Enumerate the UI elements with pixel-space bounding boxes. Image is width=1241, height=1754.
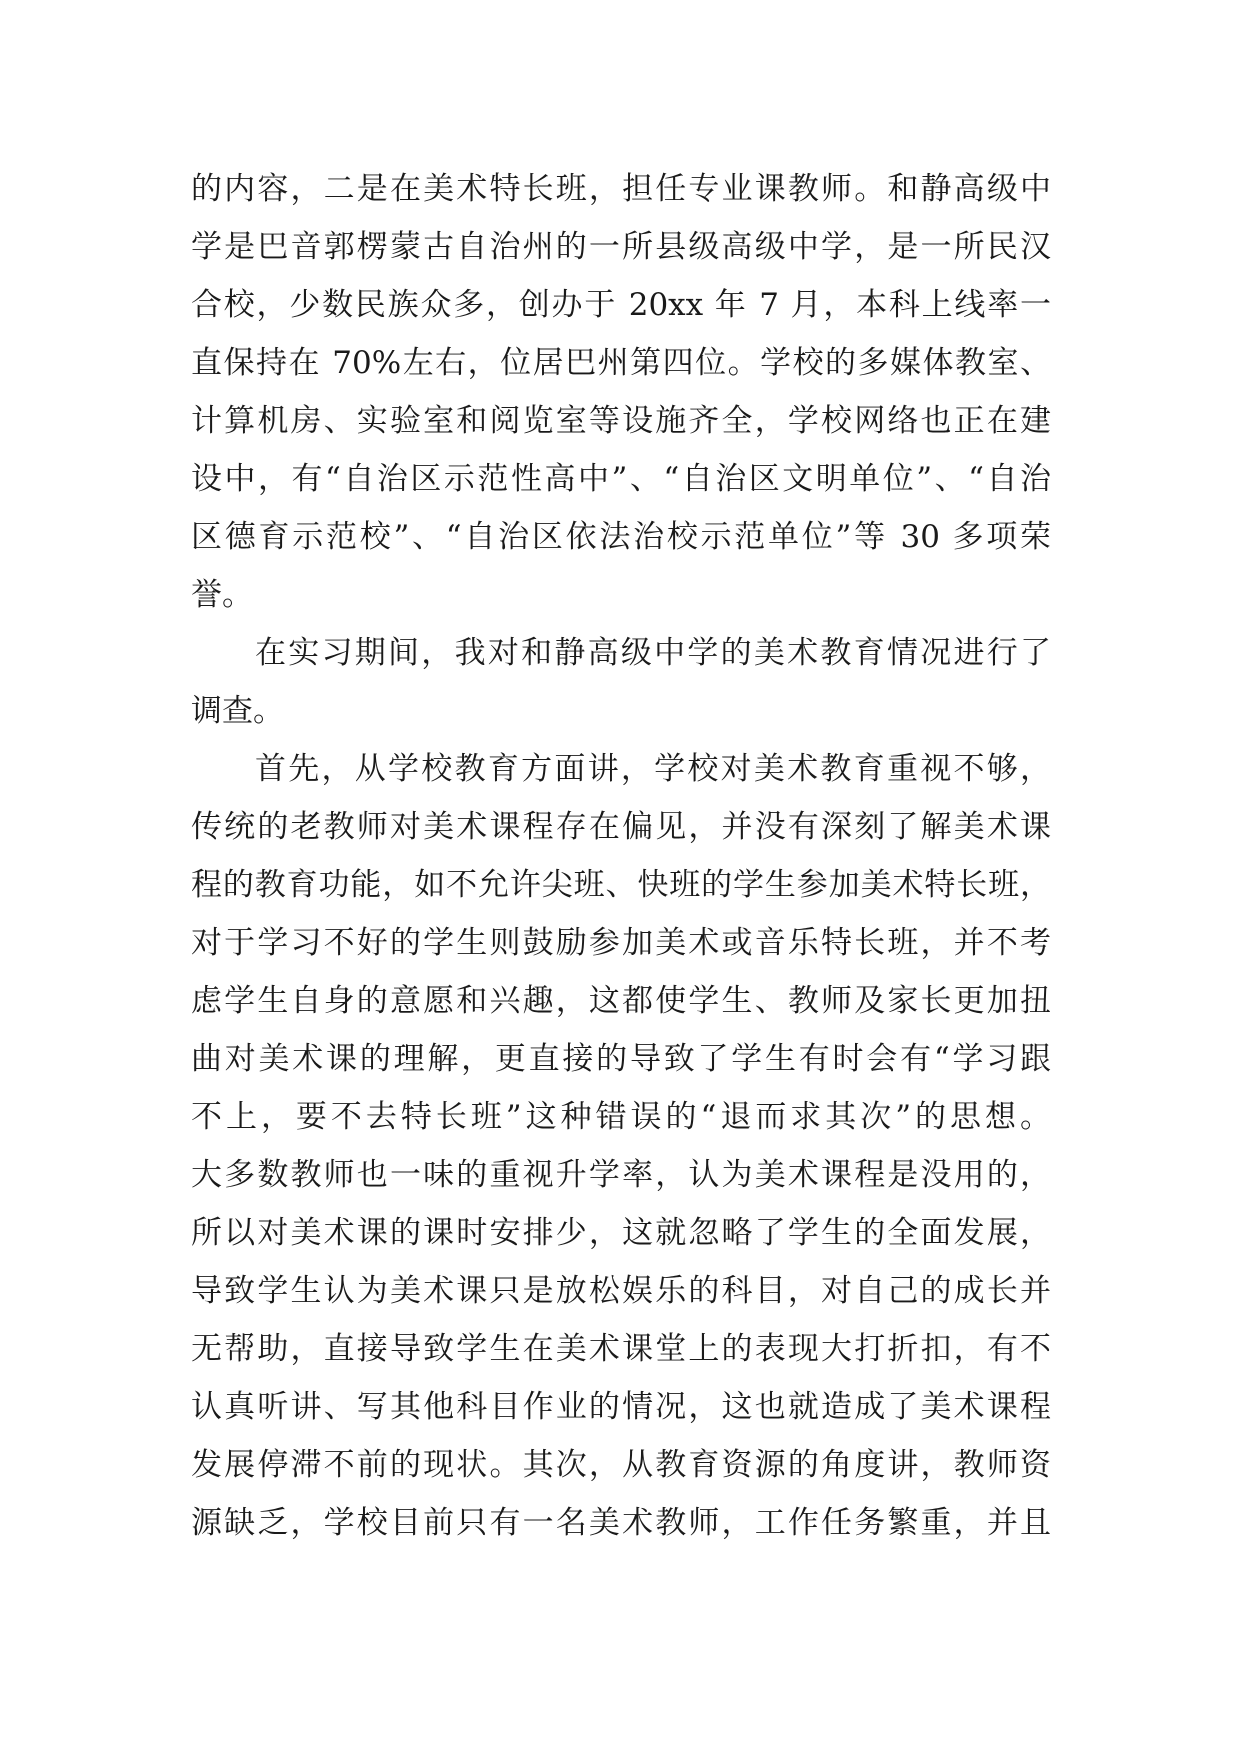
text-line: 导致学生认为美术课只是放松娱乐的科目，对自己的成长并 xyxy=(191,1273,1051,1309)
text-line: 虑学生自身的意愿和兴趣，这都使学生、教师及家长更加扭 xyxy=(191,983,1051,1019)
text-line: 学是巴音郭楞蒙古自治州的一所县级高级中学，是一所民汉 xyxy=(191,229,1051,265)
text-line: 调查。 xyxy=(191,693,284,729)
text-line: 认真听讲、写其他科目作业的情况，这也就造成了美术课程 xyxy=(191,1389,1051,1425)
text-line: 首先，从学校教育方面讲，学校对美术教育重视不够， xyxy=(255,751,1051,787)
text-line: 对于学习不好的学生则鼓励参加美术或音乐特长班，并不考 xyxy=(191,925,1051,961)
text-line: 程的教育功能，如不允许尖班、快班的学生参加美术特长班， xyxy=(191,867,1051,903)
body-text xyxy=(191,160,1051,1552)
text-line: 直保持在 70%左右，位居巴州第四位。学校的多媒体教室、 xyxy=(191,345,1051,381)
text-line: 区德育示范校”、“自治区依法治校示范单位”等 30 多项荣 xyxy=(191,519,1051,555)
text-line: 曲对美术课的理解，更直接的导致了学生有时会有“学习跟 xyxy=(191,1041,1051,1077)
text-line: 无帮助，直接导致学生在美术课堂上的表现大打折扣，有不 xyxy=(191,1331,1051,1367)
text-line: 设中，有“自治区示范性高中”、“自治区文明单位”、“自治 xyxy=(191,461,1051,497)
text-line: 在实习期间，我对和静高级中学的美术教育情况进行了 xyxy=(255,635,1051,671)
text-line: 源缺乏，学校目前只有一名美术教师，工作任务繁重，并且 xyxy=(191,1505,1051,1541)
text-line: 合校，少数民族众多，创办于 20xx 年 7 月，本科上线率一 xyxy=(191,287,1051,323)
text-line: 计算机房、实验室和阅览室等设施齐全，学校网络也正在建 xyxy=(191,403,1051,439)
text-line: 誉。 xyxy=(191,577,253,613)
text-line: 所以对美术课的课时安排少，这就忽略了学生的全面发展， xyxy=(191,1215,1051,1251)
text-line: 大多数教师也一味的重视升学率，认为美术课程是没用的， xyxy=(191,1157,1051,1193)
text-line: 的内容，二是在美术特长班，担任专业课教师。和静高级中 xyxy=(191,171,1051,207)
text-line: 传统的老教师对美术课程存在偏见，并没有深刻了解美术课 xyxy=(191,809,1051,845)
text-line: 发展停滞不前的现状。其次，从教育资源的角度讲，教师资 xyxy=(191,1447,1051,1483)
text-line: 不上，要不去特长班”这种错误的“退而求其次”的思想。 xyxy=(191,1099,1051,1135)
